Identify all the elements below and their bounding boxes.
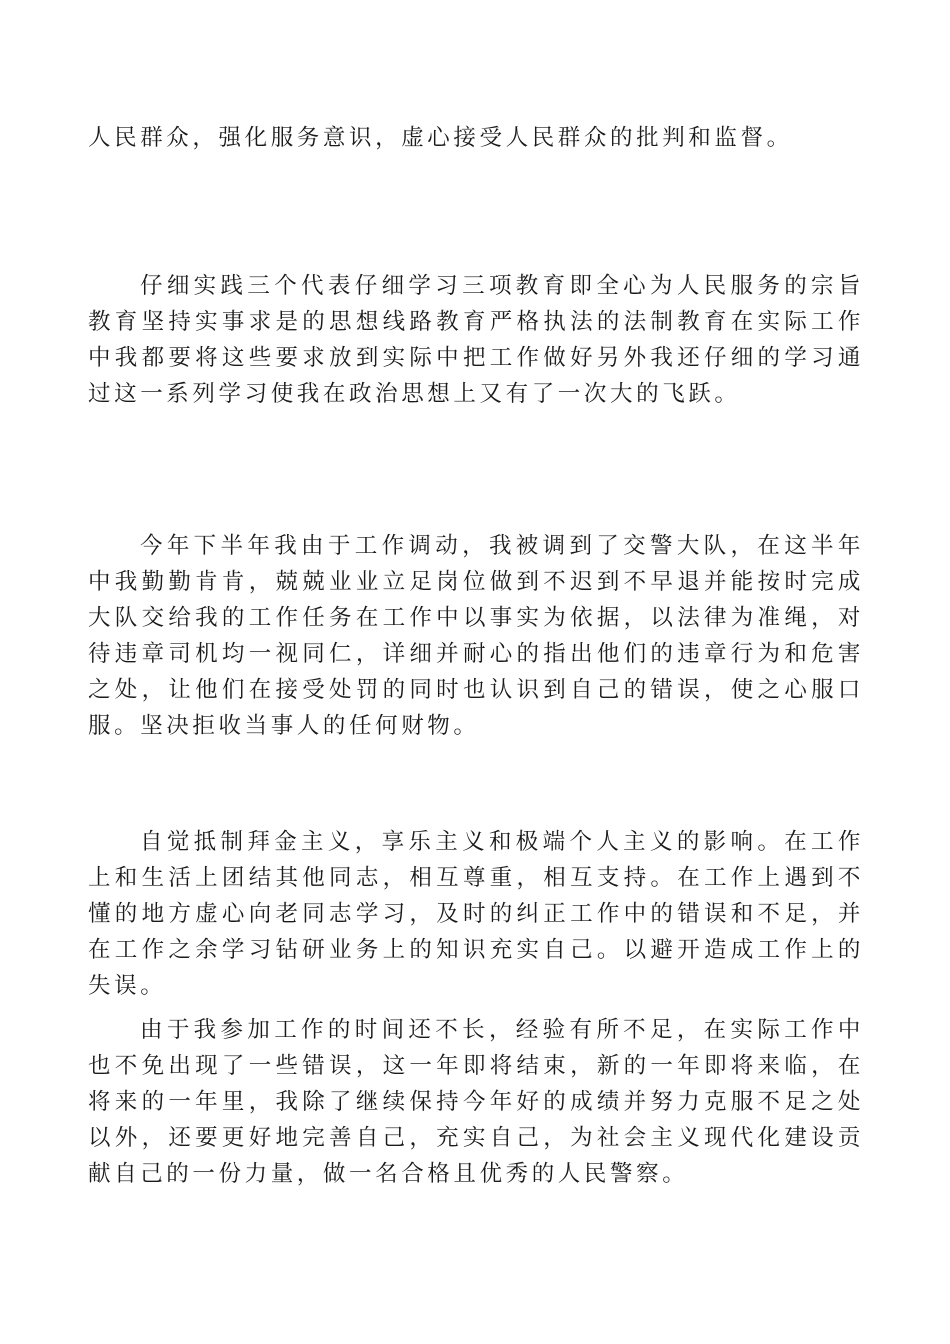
paragraph-self-discipline: 自觉抵制拜金主义，享乐主义和极端个人主义的影响。在工作上和生活上团结其他同志，相互尊重，相互支持。在工作上遇到不懂的地方虚心向老同志学习，及时的纠正工作中的错误和不足，并在工作之余学习钻研业务上的知识充实自己。以避开造成工作上的失误。: [88, 829, 864, 999]
paragraph-continuation: 人民群众，强化服务意识，虚心接受人民群众的批判和监督。: [88, 125, 793, 151]
paragraph-traffic-police-work: 今年下半年我由于工作调动，我被调到了交警大队，在这半年中我勤勤肯肯，兢兢业业立足岗位做到不迟到不早退并能按时完成大队交给我的工作任务在工作中以事实为依据，以法律为准绳，对待违章司机均一视同仁，详细并耐心的指出他们的违章行为和危害之处，让他们在接受处罚的同时也认识到自己的错误，使之心服口服。坚决拒收当事人的任何财物。: [88, 533, 864, 739]
paragraph-future-plans: 由于我参加工作的时间还不长，经验有所不足，在实际工作中也不免出现了一些错误，这一年即将结束，新的一年即将来临，在将来的一年里，我除了继续保持今年好的成绩并努力克服不足之处以外，还要更好地完善自己，充实自己，为社会主义现代化建设贡献自己的一份力量，做一名合格且优秀的人民警察。: [88, 1017, 864, 1187]
paragraph-three-represents: 仔细实践三个代表仔细学习三项教育即全心为人民服务的宗旨教育坚持实事求是的思想线路教育严格执法的法制教育在实际工作中我都要将这些要求放到实际中把工作做好另外我还仔细的学习通过这一系列学习使我在政治思想上又有了一次大的飞跃。: [88, 273, 864, 407]
